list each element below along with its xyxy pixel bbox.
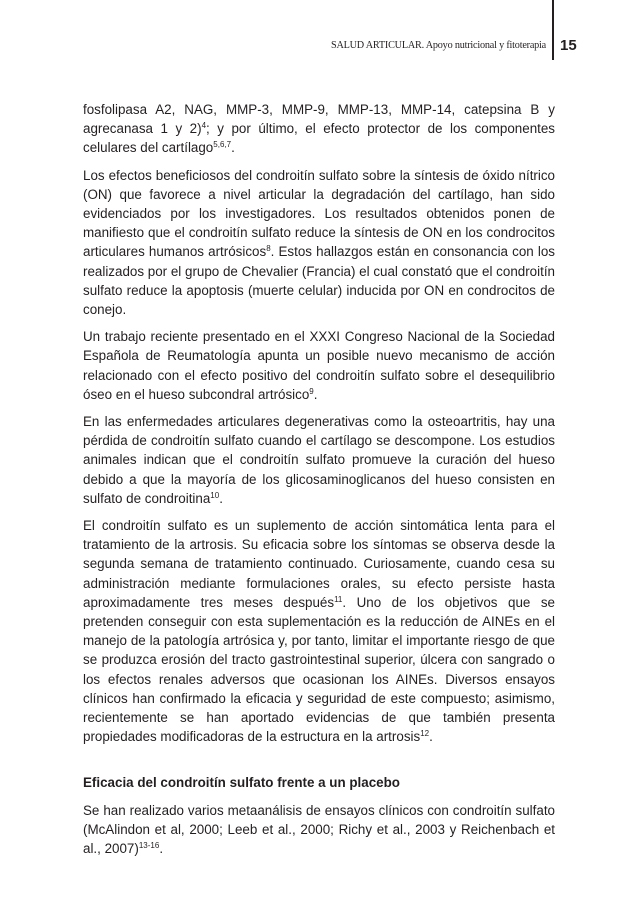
paragraph-5: [83, 516, 555, 746]
citation: 10: [210, 490, 220, 500]
header-divider: [552, 0, 554, 60]
citation: 11: [334, 594, 343, 604]
paragraph-2: [83, 166, 555, 320]
citation: 12: [420, 729, 430, 739]
paragraph-text: .: [313, 386, 318, 402]
paragraph-text: .: [231, 140, 235, 156]
paragraph-text: Se han realizado varios metaanálisis de ensayos clínicos con condroitín sulfato (McAlindon et al, 2000; Leeb et al., 2000; Richy et al., 2003 y Reichenbach et al., 2007): [83, 802, 555, 856]
body-text: [83, 100, 555, 866]
page-number: 15: [560, 37, 577, 54]
citation: 5,6,7: [213, 140, 232, 150]
paragraph-text: .: [219, 490, 223, 506]
page-header: [0, 0, 638, 60]
citation: 4: [201, 121, 207, 131]
paragraph-text: Un trabajo reciente presentado en el XXXI Congreso Nacional de la Sociedad Española de Reumatología apunta un posible nuevo mecanismo de acción relacionado con el efecto positivo del condroitín sulfato sobre el desequilibrio óseo en el hueso subcondral artrósico: [83, 329, 555, 402]
paragraph-text: fosfolipasa A2, NAG, MMP-3, MMP-9, MMP-13, MMP-14, catepsina B y agrecanasa 1 y 2): [83, 102, 555, 137]
citation: 8: [266, 244, 271, 254]
paragraph-text: .: [429, 729, 433, 745]
paragraph-text: . Uno de los objetivos que se pretenden conseguir con esta suplementación es la reducción de AINEs en el manejo de la patología artrósica y, por tanto, limitar el importante riesgo de que se produzca erosión del tracto gastrointestinal superior, úlcera con sangrado o los efectos renales adversos que ocasionan los AINEs. Diversos ensayos clínicos han confirmado la eficacia y seguridad de este compuesto; asimismo, recientemente se han aportado evidencias de que también presenta propiedades modificadoras de la estructura en la artrosis: [83, 594, 555, 745]
paragraph-text: Los efectos beneficiosos del condroitín sulfato sobre la síntesis de óxido nítrico (ON) que favorece a nivel articular la degradación del cartílago, han sido evidenciados por los investigadores. Los resultados obtenidos ponen de manifiesto que el condroitín sulfato reduce la síntesis de ON en los condrocitos articulares humanos artrósicos: [83, 167, 555, 260]
paragraph-1: [83, 100, 555, 158]
citation: 13-16: [138, 840, 160, 850]
paragraph-text: El condroitín sulfato es un suplemento de acción sintomática lenta para el tratamiento de la artrosis. Su eficacia sobre los síntomas se observa desde la segunda semana de tratamiento continuado. Curiosamente, cuando cesa su administración mediante formulaciones orales, su efecto persiste hasta aproximadamente tres meses después: [83, 518, 555, 610]
paragraph-text: En las enfermedades articulares degenerativas como la osteoartritis, hay una pérdida de condroitín sulfato cuando el cartílago se descompone. Los estudios animales indican que el condroitín sulfato promueve la curación del hueso debido a que la mayoría de los glicosaminoglicanos del hueso consisten en sulfato de condroitina: [83, 414, 555, 506]
paragraph-3: [83, 327, 555, 404]
running-head: SALUD ARTICULAR. Apoyo nutricional y fitoterapia: [330, 40, 546, 51]
section-paragraph: [83, 801, 555, 859]
section-heading: Eficacia del condroitín sulfato frente a un placebo: [83, 774, 400, 790]
paragraph-4: [83, 412, 555, 508]
paragraph-text: . Estos hallazgos están en consonancia con los realizados por el grupo de Chevalier (Francia) el cual constató que el condroitín sulfato reduce la apoptosis (muerte celular) inducida por ON en condrocitos de conejo.: [83, 244, 555, 318]
citation: 9: [309, 386, 314, 396]
paragraph-text: ; y por último, el efecto protector de los componentes celulares del cartílago: [83, 121, 555, 156]
paragraph-text: .: [159, 840, 164, 856]
